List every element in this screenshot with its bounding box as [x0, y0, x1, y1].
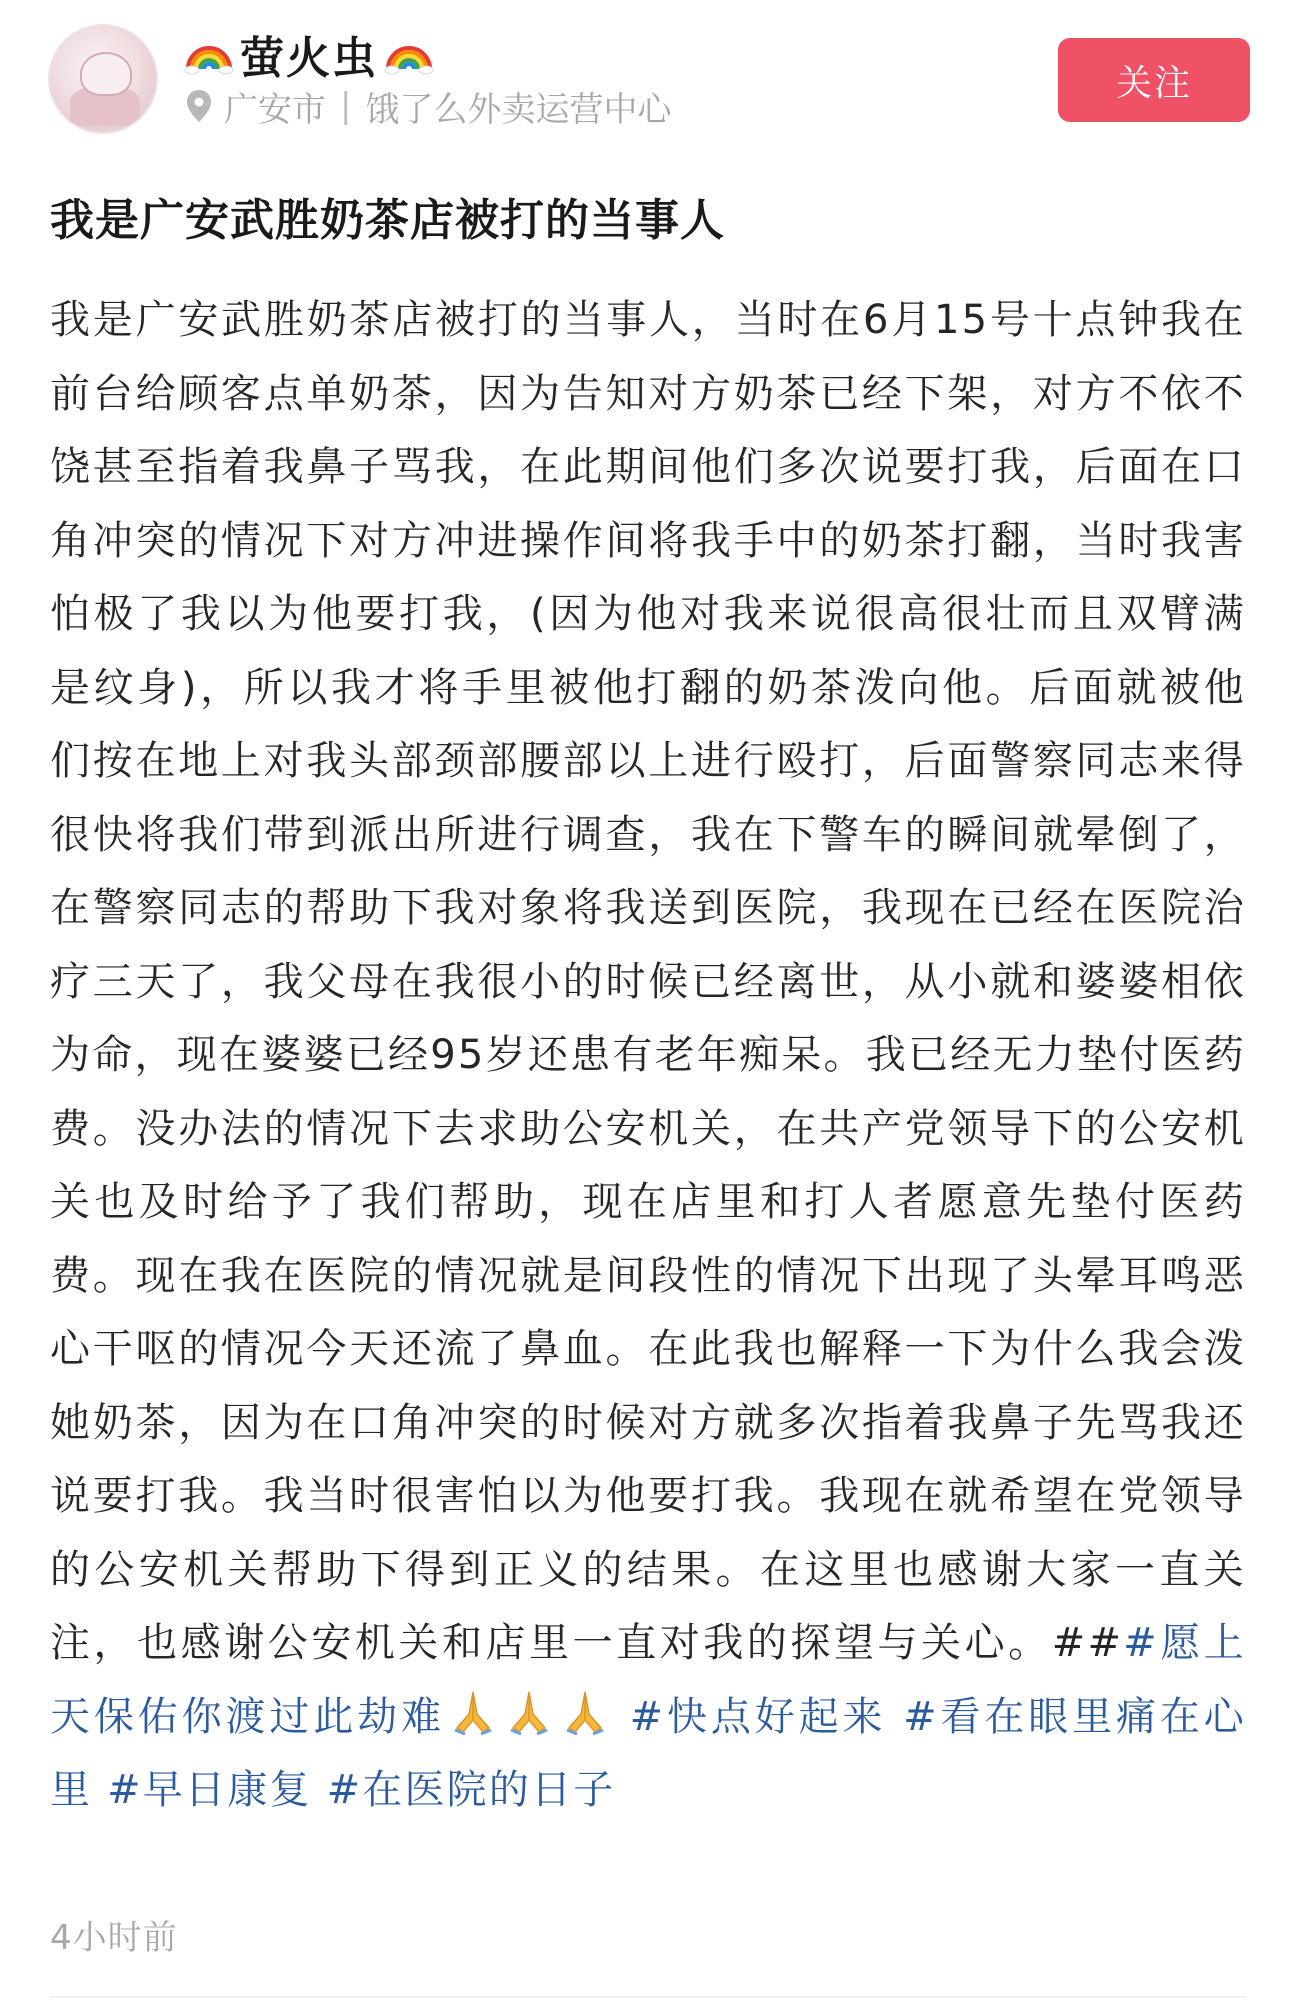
- tag-prefix: ##: [1051, 1620, 1124, 1666]
- post-body-text: 我是广安武胜奶茶店被打的当事人，当时在6月15号十点钟我在前台给顾客点单奶茶，因为告知对方奶茶已经下架，对方不依不饶甚至指着我鼻子骂我，在此期间他们多次说要打我，后面在口角冲突的情况下对方冲进操作间将我手中的奶茶打翻，当时我害怕极了我以为他要打我，(因为他对我来说很高很壮而且双臂满是纹身)，所以我才将手里被他打翻的奶茶泼向他。后面就被他们按在地上对我头部颈部腰部以上进行殴打，后面警察同志来得很快将我们带到派出所进行调查，我在下警车的瞬间就晕倒了，在警察同志的帮助下我对象将我送到医院，我现在已经在医院治疗三天了，我父母在我很小的时候已经离世，从小就和婆婆相依为命，现在婆婆已经95岁还患有老年痴呆。我已经无力垫付医药费。没办法的情况下去求助公安机关，在共产党领导下的公安机关也及时给予了我们帮助，现在店里和打人者愿意先垫付医药费。现在我在医院的情况就是间段性的情况下出现了头晕耳鸣恶心干呕的情况今天还流了鼻血。在此我也解释一下为什么我会泼她奶茶，因为在口角冲突的时候对方就多次指着我鼻子先骂我还说要打我。我当时很害怕以为他要打我。我现在就希望在党领导的公安机关帮助下得到正义的结果。在这里也感谢大家一直关注，也感谢公安机关和店里一直对我的探望与关心。: [50, 297, 1246, 1666]
- hashtag-link[interactable]: #愿上天保佑你渡过此劫难: [50, 1620, 1246, 1740]
- hashtag-link[interactable]: #快点好起来: [629, 1693, 887, 1740]
- post-header: [0, 0, 1290, 170]
- hashtag-link[interactable]: #看在眼里痛在心里: [50, 1693, 1246, 1813]
- username-row[interactable]: [184, 22, 434, 86]
- folded-hands-icon: [561, 1688, 609, 1736]
- rainbow-icon: [184, 29, 234, 79]
- hashtag-link[interactable]: #早日康复: [107, 1767, 312, 1813]
- location-separator: |: [340, 86, 352, 126]
- hashtag-link[interactable]: #在医院的日子: [326, 1767, 616, 1813]
- username[interactable]: 萤火虫: [240, 33, 378, 84]
- location-pin-icon: [186, 89, 212, 123]
- divider: [50, 1996, 1246, 1998]
- location-org: 饿了么外卖运营中心: [365, 89, 672, 130]
- post-title: 我是广安武胜奶茶店被打的当事人: [50, 195, 725, 246]
- folded-hands-icon: [505, 1688, 553, 1736]
- folded-hands-icon: [449, 1688, 497, 1736]
- avatar-figure-head: [80, 52, 132, 96]
- location-row: [186, 84, 671, 128]
- location-city: 广安市: [224, 89, 326, 130]
- post-body: [50, 284, 1246, 1828]
- follow-button[interactable]: 关注: [1058, 38, 1250, 122]
- post-timestamp: 4小时前: [50, 1918, 178, 1958]
- avatar[interactable]: [48, 24, 158, 134]
- rainbow-icon: [384, 29, 434, 79]
